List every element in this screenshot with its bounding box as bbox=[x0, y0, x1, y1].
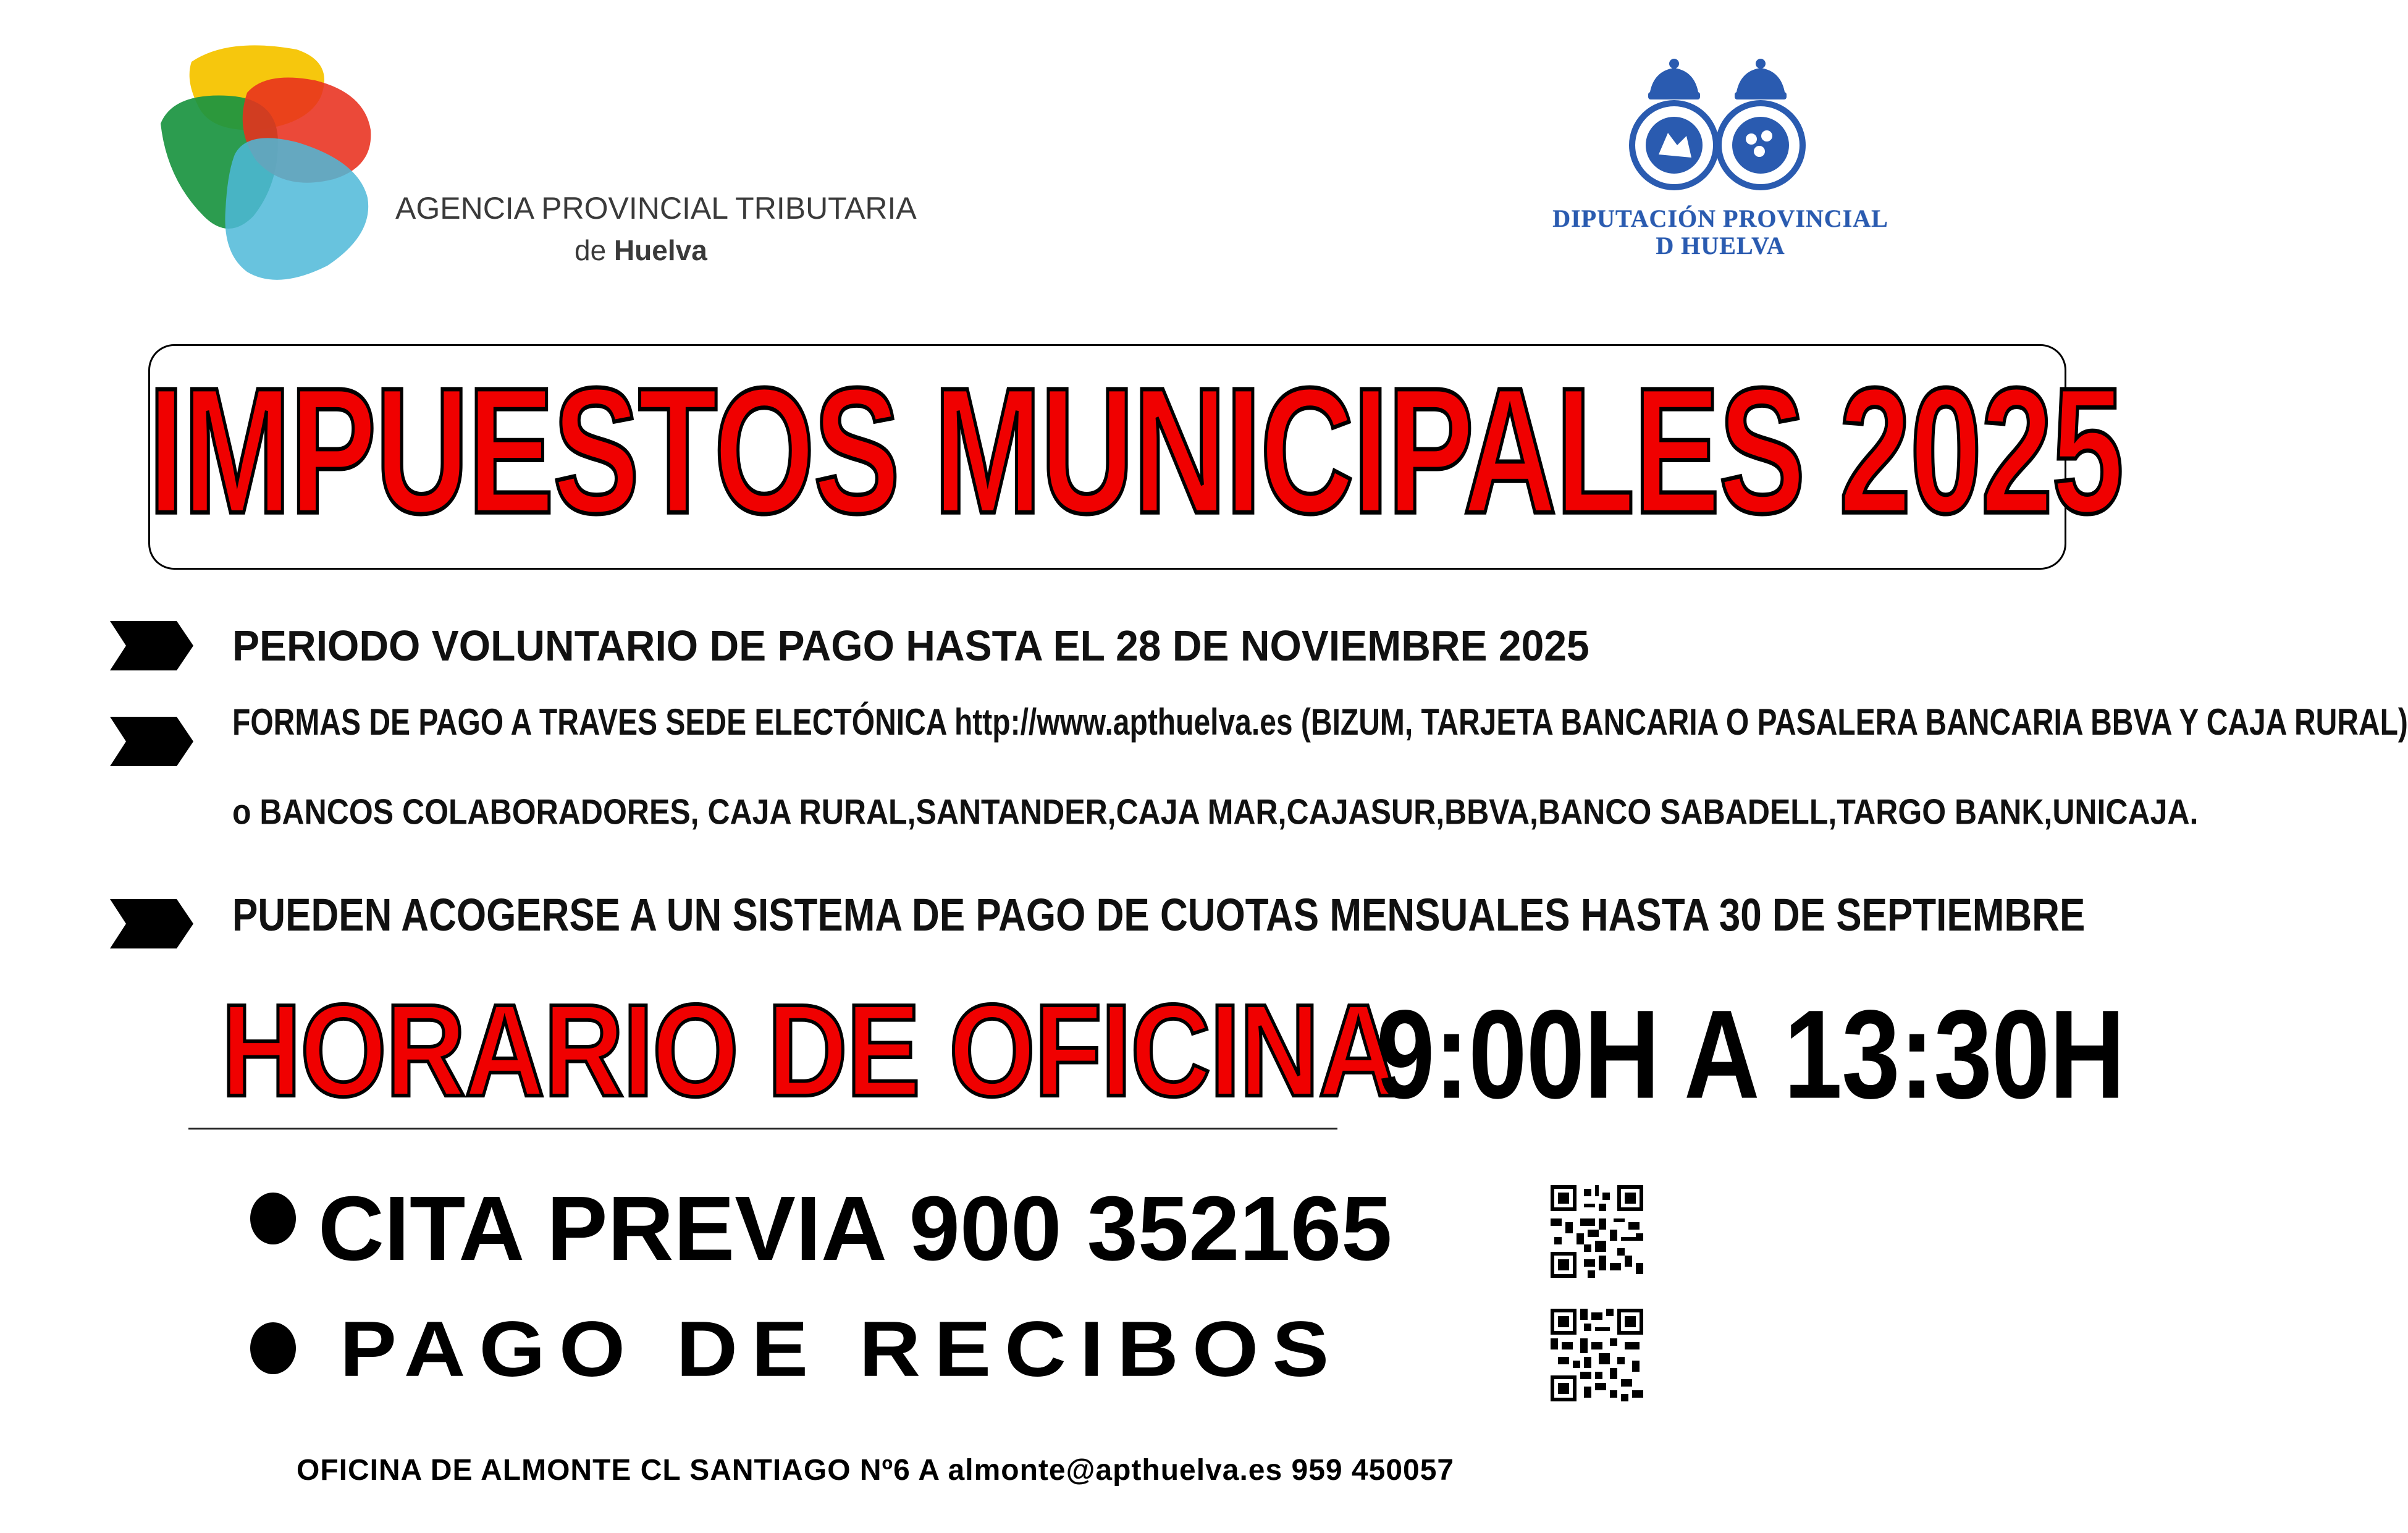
cita-previa-text: CITA PREVIA 900 352165 bbox=[318, 1178, 1392, 1280]
diputacion-name: DIPUTACIÓN PROVINCIAL D HUELVA bbox=[1552, 205, 1888, 260]
bullet-dot-icon bbox=[250, 1193, 296, 1244]
bullet-dot-icon bbox=[250, 1322, 296, 1374]
qr-code-icon[interactable] bbox=[1551, 1309, 1643, 1401]
arrow-bullet-icon bbox=[110, 621, 193, 670]
bancos-text: o BANCOS COLABORADORES, CAJA RURAL,SANTANDER,CAJA MAR,CAJASUR,BBVA,BANCO SABADELL,TARGO BANK,UNICAJA. bbox=[232, 792, 2199, 832]
horario-label: HORARIO DE OFICINA bbox=[221, 978, 1398, 1125]
agency-subtitle: de Huelva bbox=[575, 234, 707, 266]
page-title: IMPUESTOS MUNICIPALES 2025 bbox=[148, 350, 2123, 551]
cuotas-text: PUEDEN ACOGERSE A UN SISTEMA DE PAGO DE CUOTAS MENSUALES HASTA 30 DE SEPTIEMBRE bbox=[232, 890, 2086, 941]
qr-code-icon[interactable] bbox=[1551, 1185, 1643, 1278]
formas-pago-text: FORMAS DE PAGO A TRAVES SEDE ELECTÓNICA http://www.apthuelva.es (BIZUM, TARJETA BANCARIA O PASALERA BANCARIA BBVA Y CAJA RURAL) bbox=[232, 702, 2408, 743]
agency-name: AGENCIA PROVINCIAL TRIBUTARIA bbox=[395, 191, 917, 226]
diputacion-seal bbox=[1619, 53, 1816, 201]
periodo-text: PERIODO VOLUNTARIO DE PAGO HASTA EL 28 DE NOVIEMBRE 2025 bbox=[232, 621, 1589, 670]
arrow-bullet-icon bbox=[110, 899, 193, 948]
horario-underline bbox=[188, 1128, 1337, 1130]
office-contact-footer: OFICINA DE ALMONTE CL SANTIAGO Nº6 A almonte@apthuelva.es 959 450057 bbox=[297, 1454, 1455, 1487]
horario-hours: 9:00H A 13:30H bbox=[1376, 984, 2125, 1125]
agency-logo bbox=[154, 37, 383, 284]
pago-recibos-text: PAGO DE RECIBOS bbox=[340, 1305, 1343, 1393]
arrow-bullet-icon bbox=[110, 717, 193, 766]
